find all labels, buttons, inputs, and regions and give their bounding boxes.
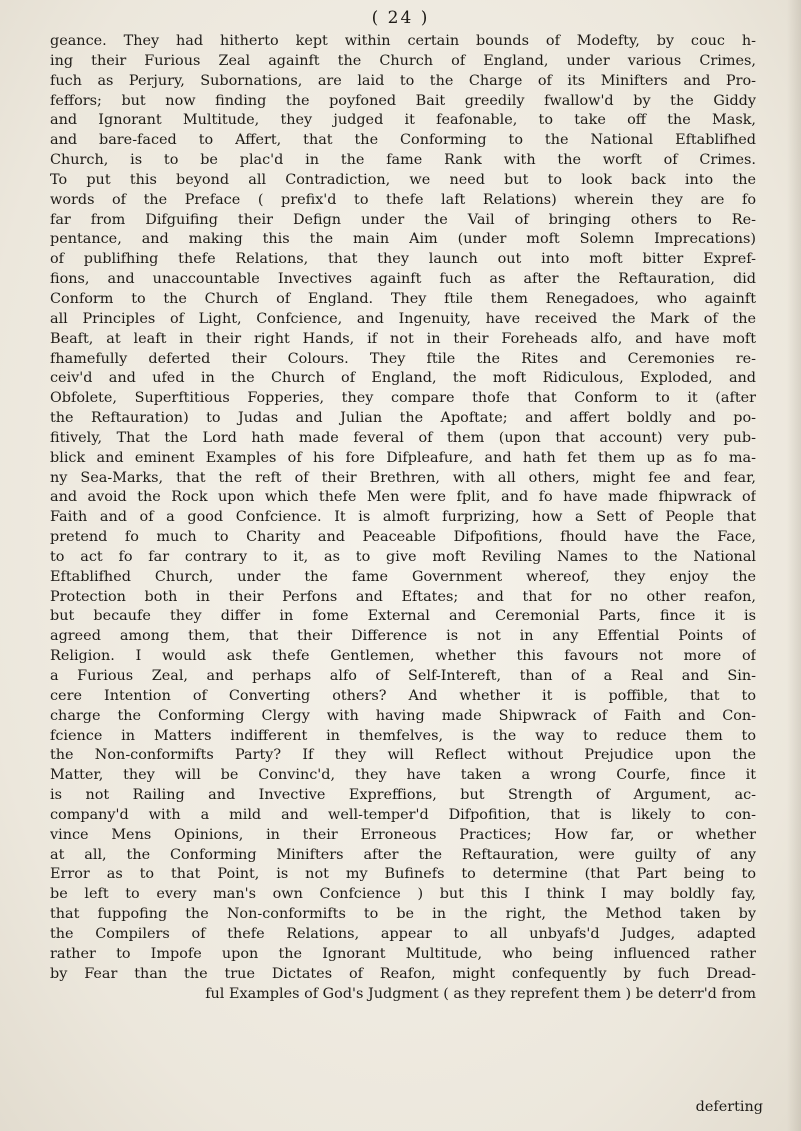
text-line: of publifhing thefe Relations, that they launch out into moft bitter Expref-	[50, 251, 756, 268]
text-line: geance. They had hitherto kept within certain bounds of Modefty, by couc h-	[50, 33, 756, 49]
text-line: Beaft, at leaft in their right Hands, if not in their Foreheads alfo, and have moft	[50, 330, 756, 347]
text-line: is not Railing and Invective Expreffions, but Strength of Argument, ac-	[50, 787, 756, 804]
text-line: Error as to that Point, is not my Bufinefs to determine (that Part being to	[50, 866, 756, 883]
text-line: at all, the Conforming Minifters after the Reftauration, were guilty of any	[50, 846, 756, 863]
text-line: ny Sea-Marks, that the reft of their Brethren, with all others, might fee and fear,	[50, 469, 756, 486]
body-text	[50, 32, 756, 1004]
text-line: blick and eminent Examples of his fore Difpleafure, and hath fet them up as fo ma-	[50, 449, 756, 466]
text-line: far from Difguifing their Defign under the Vail of bringing others to Re-	[50, 211, 756, 228]
text-line: but becaufe they differ in fome External and Ceremonial Parts, fince it is	[50, 608, 756, 625]
catchword: deferting	[695, 1099, 763, 1115]
text-line: Religion. I would ask thefe Gentlemen, whether this favours not more of	[50, 648, 756, 665]
text-line: cere Intention of Converting others? And whether it is poffible, that to	[50, 687, 756, 704]
text-line: words of the Preface ( prefix'd to thefe laft Relations) wherein they are fo	[50, 191, 756, 208]
text-line: and Ignorant Multitude, they judged it feafonable, to take off the Mask,	[50, 112, 756, 129]
text-line: to act fo far contrary to it, as to give moft Reviling Names to the National	[50, 548, 756, 565]
text-line: feffors; but now finding the poyfoned Bait greedily fwallow'd by the Giddy	[50, 92, 756, 109]
text-line: that fuppofing the Non-conformifts to be in the right, the Method taken by	[50, 906, 756, 923]
text-line: pentance, and making this the main Aim (under moft Solemn Imprecations)	[50, 231, 756, 248]
text-line: Matter, they will be Convinc'd, they have taken a wrong Courfe, fince it	[50, 767, 756, 784]
text-line: the Compilers of thefe Relations, appear to all unbyafs'd Judges, adapted	[50, 925, 756, 942]
text-line: a Furious Zeal, and perhaps alfo of Self-Intereft, than of a Real and Sin-	[50, 668, 756, 684]
text-line: be left to every man's own Confcience ) but this I think I may boldly fay,	[50, 886, 756, 903]
text-line: charge the Conforming Clergy with having made Shipwrack of Faith and Con-	[50, 707, 756, 724]
text-line: and avoid the Rock upon which thefe Men were fplit, and fo have made fhipwrack of	[50, 489, 756, 506]
text-line: fuch as Perjury, Subornations, are laid to the Charge of its Minifters and Pro-	[50, 72, 756, 89]
page-edge-shadow	[787, 0, 801, 1131]
text-line: Church, is to be plac'd in the fame Rank with the worft of Crimes.	[50, 152, 756, 169]
text-line: ing their Furious Zeal againft the Church of England, under various Crimes,	[50, 52, 756, 69]
text-line: Obfolete, Superftitious Fopperies, they compare thofe that Conform to it (after	[50, 390, 756, 407]
text-line: fcience in Matters indifferent in themfelves, is the way to reduce them to	[50, 727, 756, 744]
text-line: rather to Impofe upon the Ignorant Multitude, who being influenced rather	[50, 945, 756, 962]
text-line: all Principles of Light, Confcience, and Ingenuity, have received the Mark of the	[50, 310, 756, 327]
text-line: company'd with a mild and well-temper'd Difpofition, that is likely to con-	[50, 806, 756, 823]
text-line: Faith and of a good Confcience. It is almoft furprizing, how a Sett of People that	[50, 509, 756, 526]
text-line: the Non-conformifts Party? If they will Reflect without Prejudice upon the	[50, 747, 756, 764]
text-line: fitively, That the Lord hath made feveral of them (upon that account) very pub-	[50, 429, 756, 446]
text-line: agreed among them, that their Difference is not in any Effential Points of	[50, 628, 756, 645]
text-line: fhamefully deferted their Colours. They ftile the Rites and Ceremonies re-	[50, 350, 756, 367]
text-line: Protection both in their Perfons and Eftates; and that for no other reafon,	[50, 588, 756, 605]
text-line: the Reftauration) to Judas and Julian the Apoftate; and affert boldly and po-	[50, 410, 756, 427]
text-line: by Fear than the true Dictates of Reafon, might confequently by fuch Dread-	[50, 965, 756, 982]
text-line: fions, and unaccountable Invectives againft fuch as after the Reftauration, did	[50, 271, 756, 288]
text-line: ful Examples of God's Judgment ( as they reprefent them ) be deterr'd from	[205, 985, 756, 1002]
text-line: vince Mens Opinions, in their Erroneous Practices; How far, or whether	[50, 826, 756, 843]
text-line: To put this beyond all Contradiction, we need but to look back into the	[50, 171, 756, 188]
page-number: ( 24 )	[371, 8, 430, 28]
text-line: and bare-faced to Affert, that the Conforming to the National Eftablifhed	[50, 132, 756, 149]
text-line: Eftablifhed Church, under the fame Government whereof, they enjoy the	[50, 568, 756, 585]
text-line: Conform to the Church of England. They ftile them Renegadoes, who againft	[50, 290, 756, 307]
text-line: ceiv'd and ufed in the Church of England, the moft Ridiculous, Exploded, and	[50, 370, 756, 387]
text-line: pretend fo much to Charity and Peaceable Difpofitions, fhould have the Face,	[50, 529, 756, 546]
